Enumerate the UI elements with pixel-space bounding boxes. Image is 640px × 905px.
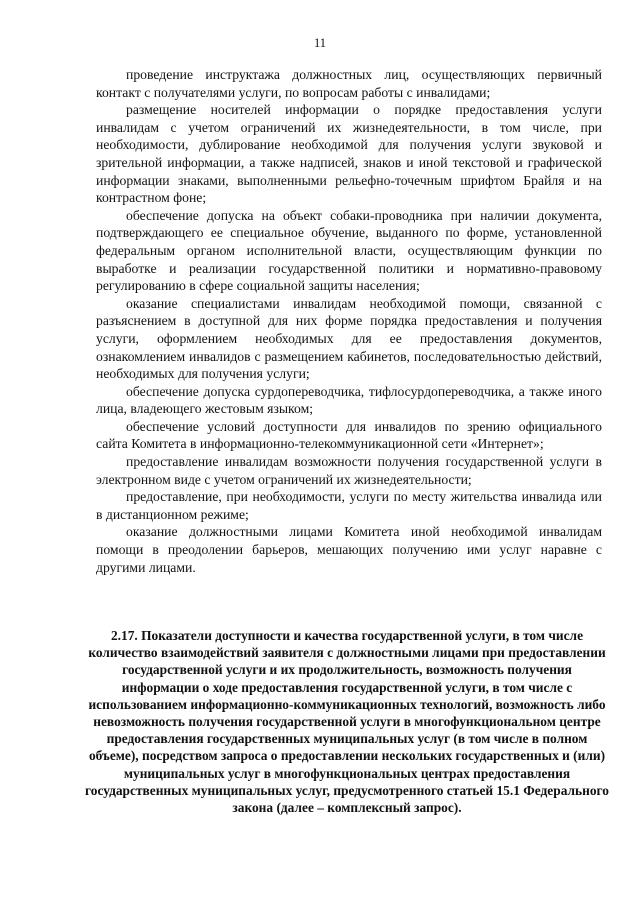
paragraph: предоставление, при необходимости, услуги по месту жительства инвалида или в дистанционном режиме;	[96, 489, 602, 522]
paragraph: оказание должностными лицами Комитета иной необходимой инвалидам помощи в преодолении барьеров, мешающих получению ими услуг наравне с другими лицами.	[96, 524, 602, 575]
section-heading	[84, 627, 610, 816]
paragraph: обеспечение допуска сурдопереводчика, тифлосурдопереводчика, а также иного лица, владеющего жестовым языком;	[96, 383, 602, 417]
body-text	[96, 66, 602, 576]
page-number: 11	[313, 36, 327, 50]
paragraph: предоставление инвалидам возможности получения государственной услуги в электронном виде с учетом ограничений их жизнедеятельности;	[96, 454, 602, 487]
paragraph: обеспечение условий доступности для инвалидов по зрению официального сайта Комитета в информационно-телекоммуникационной сети «Интернет»;	[96, 418, 602, 452]
paragraph: оказание специалистами инвалидам необходимой помощи, связанной с разъяснением в доступной для них форме порядка предоставления и получения услуги, оформлением необходимых для ее предоставления документов, ознакомлением инвалидов с размещением кабинетов, последовательностью действий, необходимых для получения услуги;	[96, 295, 602, 382]
paragraph: проведение инструктажа должностных лиц, осуществляющих первичный контакт с получателями услуги, по вопросам работы с инвалидами;	[96, 67, 602, 100]
paragraph: размещение носителей информации о порядке предоставления услуги инвалидам с учетом ограничений их жизнедеятельности, в том числе, при необходимости, дублирование необходимой для получения услуги звуковой и зрительной информации, а также надписей, знаков и иной текстовой и графической информации знаками, выполненными рельефно-точечным шрифтом Брайля и на контрастном фоне;	[96, 102, 602, 206]
paragraph: обеспечение допуска на объект собаки-проводника при наличии документа, подтверждающего ее специальное обучение, выданного по форме, установленной федеральным органом исполнительной власти, осуществляющим функции по выработке и реализации государственной политики и нормативно-правовому регулированию в сфере социальной защиты населения;	[96, 207, 602, 294]
section-heading-text: 2.17. Показатели доступности и качества государственной услуги, в том числе количество взаимодействий заявителя с должностными лицами при предоставлении государственной услуги и их продолжительность, возможность получения информации о ходе предоставления государственной услуги, в том числе с использованием информационно-коммуникационных технологий, возможность либо невозможность получения государственной услуги в многофункциональном центре предоставления государственных муниципальных услуг (в том числе в полном объеме), посредством запроса о предоставлении нескольких государственных и (или) муниципальных услуг в многофункциональных центрах предоставления государственных муниципальных услуг, предусмотренного статьей 15.1 Федерального закона (далее – комплексный запрос).	[85, 628, 609, 816]
